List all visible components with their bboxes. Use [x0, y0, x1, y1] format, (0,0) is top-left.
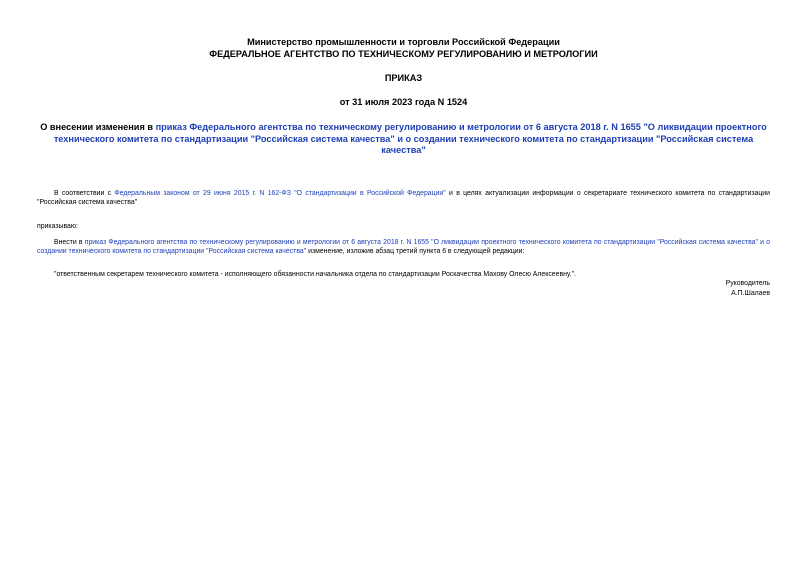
signature-title: Руководитель — [725, 280, 770, 287]
paragraph-basis — [37, 189, 770, 208]
basis-prefix: В соответствии с — [54, 189, 115, 197]
document-type: ПРИКАЗ — [384, 73, 423, 83]
subject-order-link[interactable]: приказ Федерального агентства по техническому регулированию и метрологии от 6 августа 2018 г. N 1655 "О ликвидации проектного технического комитета по стандартизации "Российская система качества" и о создании технического комитета по стандартизации "Российская система качества" — [53, 122, 767, 155]
ministry-name: Министерство промышленности и торговли Российской Федерации — [247, 37, 560, 47]
subject-prefix: О внесении изменения в — [40, 122, 156, 132]
paragraph-order-word: приказываю: — [37, 223, 78, 231]
document-date-number: от 31 июля 2023 года N 1524 — [339, 96, 468, 107]
paragraph-new-wording: "ответственным секретарем технического комитета - исполняющего обязанности начальника отдела по стандартизации Роскачества Махову Олесю Алексеевну.". — [54, 270, 576, 278]
basis-suffix: и в целях актуализации информации о секретариате технического комитета по стандартизации "Российская система качества" — [37, 189, 771, 206]
amended-order-link[interactable]: приказ Федерального агентства по техническому регулированию и метрологии от 6 августа 2018 г. N 1655 "О ликвидации проектного технического комитета по стандартизации "Российская система качества" и о создании технического комитета по стандартизации "Российская система качества" — [37, 238, 770, 256]
amendment-suffix: изменение, изложив абзац третий пункта 6 в следующей редакции: — [306, 248, 525, 256]
signature-name: А.П.Шалаев — [731, 290, 770, 297]
federal-law-link[interactable]: Федеральным законом от 29 июня 2015 г. N 162-ФЗ "О стандартизации в Российской Федерации" — [114, 189, 446, 197]
document-subject — [37, 122, 770, 157]
amendment-prefix: Внести в — [54, 238, 85, 246]
signature-block — [726, 279, 770, 299]
paragraph-amendment — [37, 238, 770, 257]
agency-name: ФЕДЕРАЛЬНОЕ АГЕНТСТВО ПО ТЕХНИЧЕСКОМУ РЕГУЛИРОВАНИЮ И МЕТРОЛОГИИ — [209, 48, 598, 59]
